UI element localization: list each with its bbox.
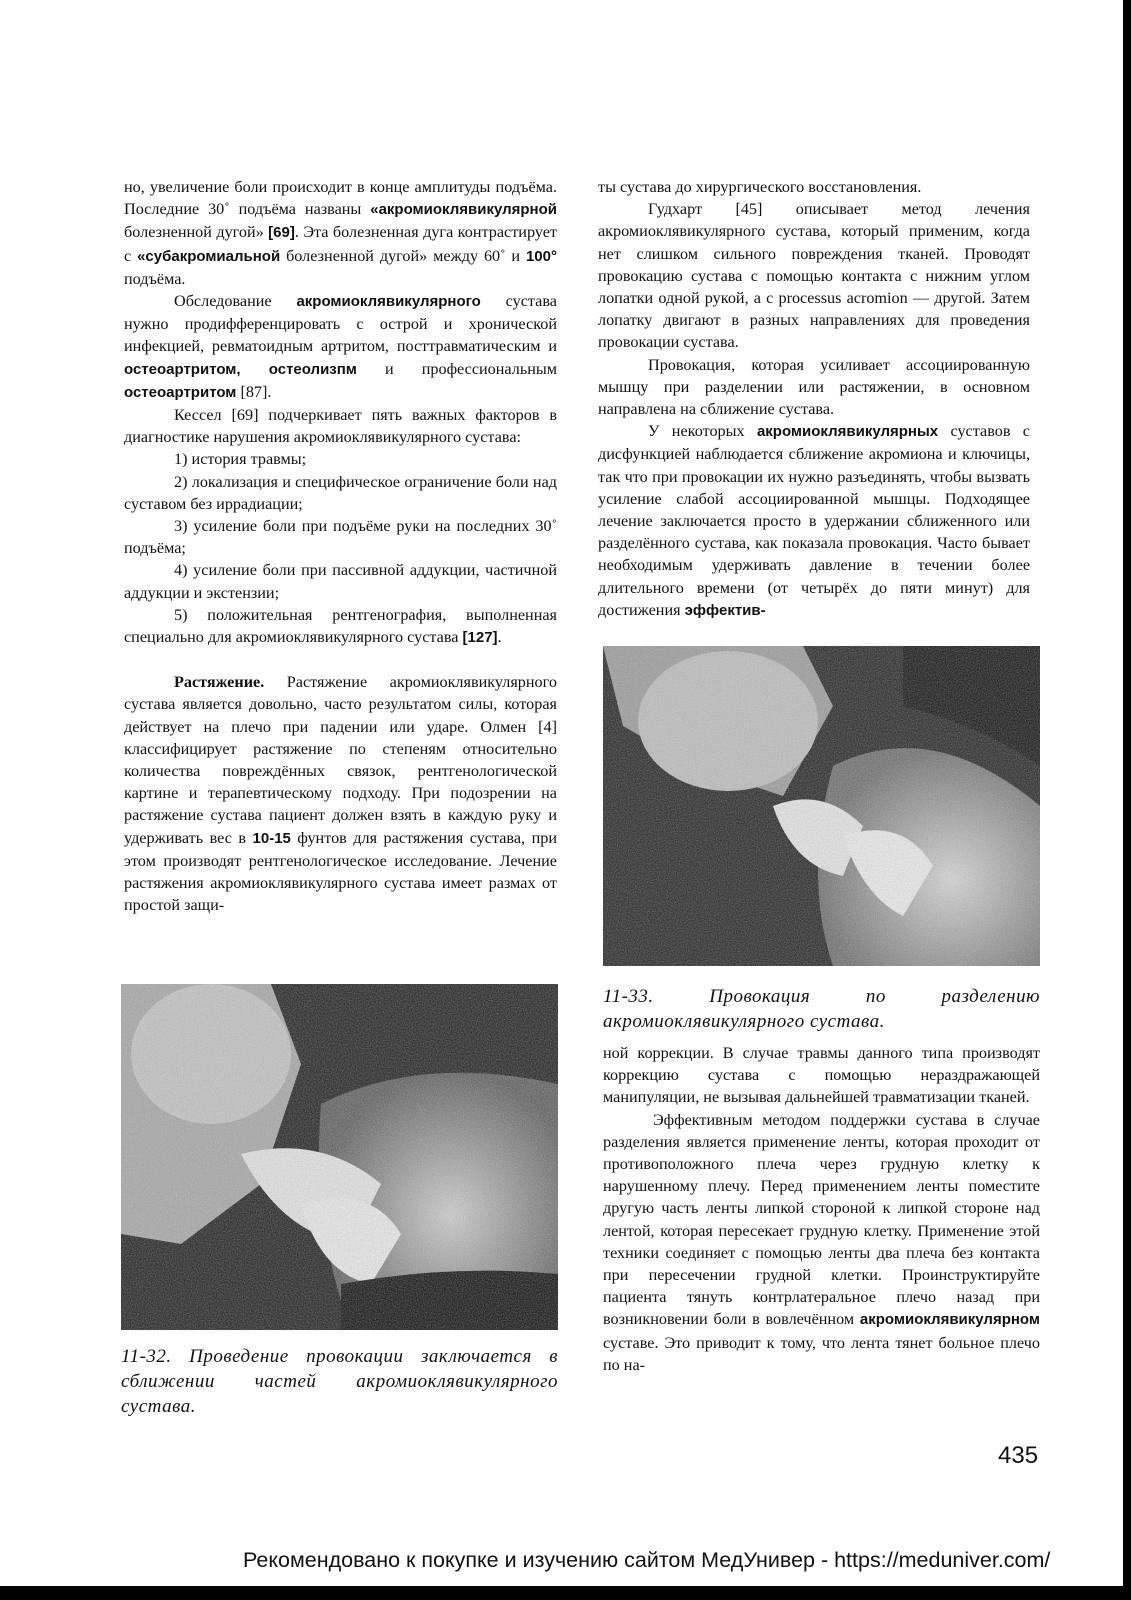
- list-item: 4) усиление боли при пассивной аддукции, частичной аддукции и экстензии;: [124, 561, 557, 602]
- right-border: [1123, 0, 1131, 1600]
- paragraph: ной коррекции. В случае травмы данного типа производят коррекцию сустава с помощью нераздражающей манипуляции, не вызывая дальнейшей травматизации тканей.: [603, 1044, 1040, 1107]
- paragraph: но, увеличение боли происходит в конце амплитуды подъёма. Последние 30˚ подъёма названы «акромиоклявикулярной болезненной дугой» [69]. Эта болезненная дуга контрастирует с «субакромиальной болезненной дугой» между 60˚ и 100° подъёма.: [124, 178, 557, 288]
- paragraph: У некоторых акромиоклявикулярных суставов с дисфункцией наблюдается сближение акромиона и ключицы, так что при провокации их нужно разъединять, чтобы вызвать усиление слабой ассоциированной мышцы. Подходящее лечение заключается просто в удержании сближенного или разделённого сустава, как показала провокация. Часто бывает необходимым удерживать давление в течении более длительного времени (от четырёх до пяти минут) для достижения эффектив-: [598, 422, 1030, 619]
- photo-illustration: [603, 646, 1040, 966]
- page-number: 435: [998, 1442, 1039, 1469]
- list-item: 5) положительная рентгенография, выполненная специально для акромиоклявикулярного сустава [127].: [124, 605, 557, 647]
- figure-11-32-photo: [121, 984, 558, 1330]
- list-item: 3) усиление боли при подъёме руки на последних 30˚ подъёма;: [124, 517, 557, 558]
- list-item: 2) локализация и специфическое ограничение боли над суставом без иррадиации;: [124, 472, 557, 513]
- right-text-column: [598, 176, 1030, 622]
- paragraph: Гудхарт [45] описывает метод лечения акромиоклявикулярного сустава, который применим, когда нет слишком сильного повреждения тканей. Проводят провокацию сустава с помощью контакта с нижним углом лопатки одной рукой, а с processus acromion — другой. Затем лопатку двигают в разных направлениях для проведения провокации сустава.: [598, 200, 1030, 352]
- paragraph: Кессел [69] подчеркивает пять важных факторов в диагностике нарушения акромиоклявикулярного сустава:: [124, 406, 557, 447]
- right-text-column-continued: [603, 1042, 1040, 1376]
- list-item: 1) история травмы;: [174, 450, 307, 469]
- paragraph: ты сустава до хирургического восстановления.: [598, 178, 922, 196]
- paragraph: Эффективным методом поддержки сустава в случае разделения является применение ленты, которая проходит от противоположного плеча через грудную клетку к нарушенному плечу. Перед применением ленты поместите другую часть ленты липкой стороной к липкой стороне над лентой, которая пересекает грудную клетку. Применение этой техники соединяет с помощью ленты два плеча без контакта при пересечении грудной клетки. Проинструктируйте пациента тянуть контрлатеральное плечо назад при возникновении боли в вовлечённом акромиоклявикулярном суставе. Это приводит к тому, что лента тянет больное плечо по на-: [603, 1110, 1040, 1374]
- figure-11-33-caption: 11-33. Провокация по разделению акромиоклявикулярного сустава.: [603, 986, 1040, 1032]
- figure-11-33-photo: [603, 646, 1040, 966]
- paragraph: Обследование акромиоклявикулярного сустава нужно продифференцировать с острой и хронической инфекцией, ревматоидным артритом, посттравматическим и остеоартритом, остеолизпм и профессиональным остеоартритом [87].: [124, 292, 558, 401]
- footer-recommendation: Рекомендовано к покупке и изучению сайтом МедУнивер - https://meduniver.com/: [243, 1548, 1051, 1572]
- figure-11-32-caption: 11-32. Проведение провокации заключается в сближении частей акромиоклявикулярного сустава.: [121, 1346, 558, 1417]
- left-text-column: [124, 176, 557, 917]
- paragraph: Растяжение. Растяжение акромиоклявикулярного сустава является довольно, часто результатом силы, которая действует на плечо при падении или ударе. Олмен [4] классифицирует растяжение по степеням относительно количества повреждённых связок, рентгенологической картине и терапевтическому подходу. При подозрении на растяжение сустава пациент должен взять в каждую руку и удерживать вес в 10-15 фунтов для растяжения сустава, при этом производят рентгенологическое исследование. Лечение растяжения акромиоклявикулярного сустава имеет размах от простой защи-: [124, 673, 557, 915]
- paragraph: Провокация, которая усиливает ассоциированную мышцу при разделении или растяжении, в основном направлена на сближение сустава.: [598, 355, 1030, 419]
- section-heading: Растяжение.: [174, 673, 265, 692]
- photo-illustration: [121, 984, 558, 1330]
- bottom-border: [0, 1586, 1131, 1600]
